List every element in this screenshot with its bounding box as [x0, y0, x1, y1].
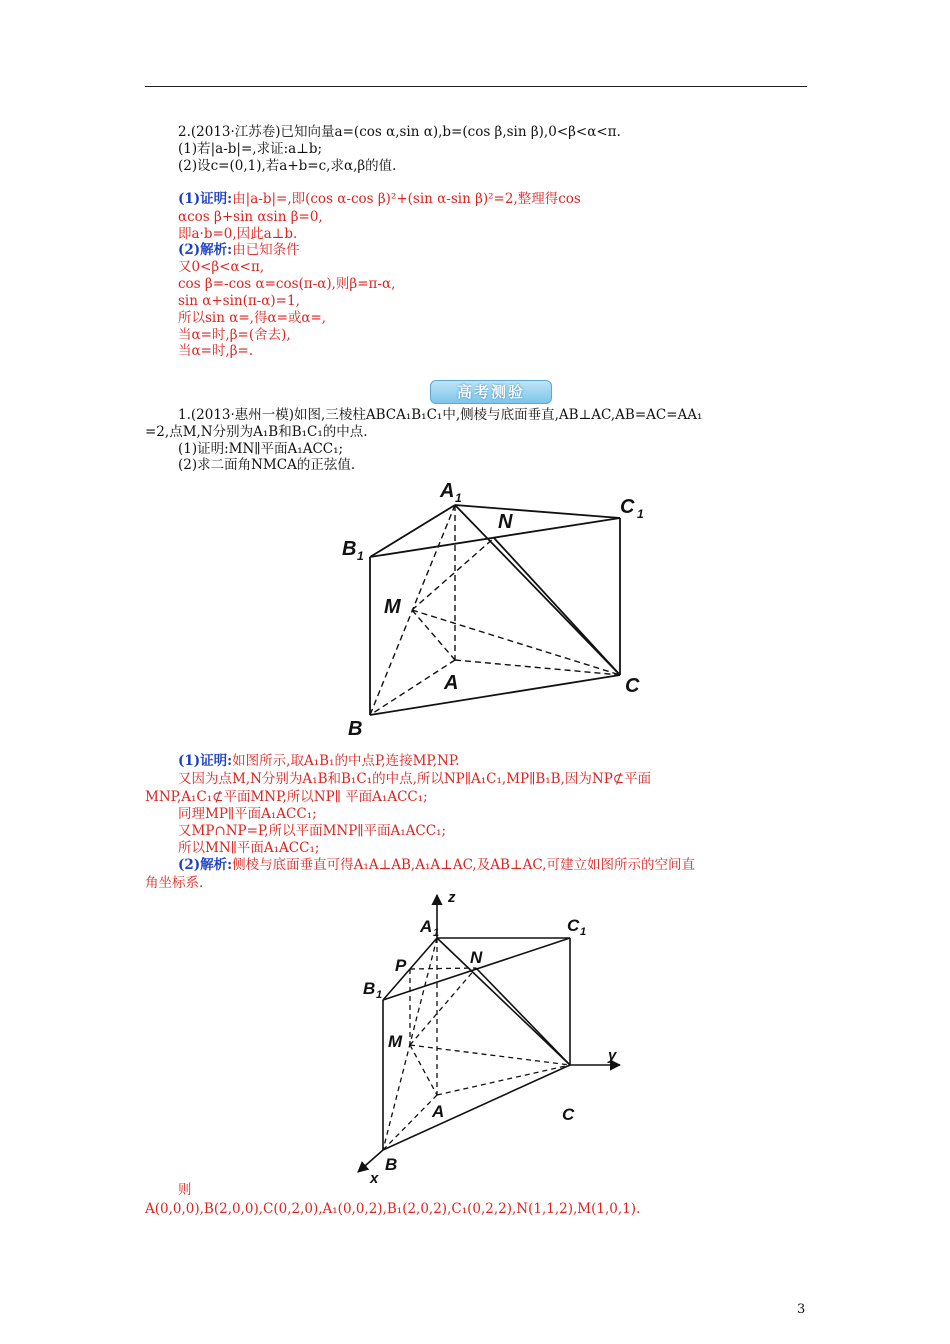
coords-line2: A(0,0,0),B(2,0,0),C(0,2,0),A₁(0,0,2),B₁(2,0,2),C₁(0,2,2),N(1,1,2),M(1,0,1). [145, 1201, 641, 1217]
sol1-line1: (1)证明:如图所示,取A₁B₁的中点P,连接MP,NP. [178, 753, 460, 769]
sol1-line4: 同理MP∥平面A₁ACC₁; [178, 806, 317, 822]
sol1-line2: 又因为点M,N分别为A₁B和B₁C₁的中点,所以NP∥A₁C₁,MP∥B₁B,因为NP⊄平面 [178, 771, 652, 787]
sol2-line7: sin α+sin(π-α)=1, [178, 293, 300, 309]
label-N: N [498, 511, 513, 533]
proof-label-2: (1)证明: [178, 753, 233, 769]
sol2-line8: 所以sin α=,得α=或α=, [178, 310, 327, 326]
sol1-line3: MNP,A₁C₁⊄平面MNP,所以NP∥ 平面A₁ACC₁; [145, 789, 428, 805]
sol1-line7: (2)解析:侧棱与底面垂直可得A₁A⊥AB,A₁A⊥AC,及AB⊥AC,可建立如图所示的空间直 [178, 857, 695, 873]
sol2-line1: (1)证明:由|a-b|=,即(cos α-cos β)²+(sin α-sin β)²=2,整理得cos [178, 191, 581, 207]
prism-figure [330, 470, 660, 745]
label2-A1: A [420, 917, 433, 936]
label2-C1: C [567, 916, 580, 935]
analysis-label: (2)解析: [178, 242, 233, 258]
problem2-line1: 2.(2013·江苏卷)已知向量a=(cos α,sin α),b=(cos β,sin β),0<β<α<π. [178, 124, 621, 140]
label2-C: C [562, 1105, 575, 1124]
coordinate-figure [345, 885, 635, 1185]
label2-B1: B [363, 979, 376, 998]
problem2-line3: (2)设c=(0,1),若a+b=c,求α,β的值. [178, 158, 397, 174]
sol1-line8: 角坐标系. [145, 875, 204, 891]
section-banner: 高考测验 [430, 380, 552, 404]
svg-text:1: 1 [376, 989, 383, 1001]
label-M: M [384, 596, 401, 618]
sol2-line9: 当α=时,β=(舍去), [178, 327, 291, 343]
sol2-line5: 又0<β<α<π, [178, 259, 265, 275]
label-A: A [444, 672, 459, 694]
label-C1: C [620, 496, 635, 518]
problem1-line3: (1)证明:MN∥平面A₁ACC₁; [178, 441, 344, 457]
coords-line1: 则 [178, 1182, 192, 1198]
label2-M: M [388, 1032, 403, 1051]
sol1-line6: 所以MN∥平面A₁ACC₁; [178, 840, 320, 856]
header-rule [145, 86, 807, 87]
svg-text:1: 1 [357, 549, 364, 563]
label2-B: B [385, 1155, 398, 1174]
sol2-line10: 当α=时,β=. [178, 343, 254, 359]
axis-z-label: z [448, 889, 456, 906]
svg-text:1: 1 [637, 507, 644, 521]
label-C: C [625, 675, 640, 697]
analysis-label-2: (2)解析: [178, 857, 233, 873]
svg-text:1: 1 [580, 926, 587, 938]
sol2-line4: (2)解析:由已知条件 [178, 242, 300, 258]
axis-x-label: x [370, 1170, 379, 1185]
sol1-line5: 又MP∩NP=P,所以平面MNP∥平面A₁ACC₁; [178, 823, 447, 839]
axis-y-label: y [608, 1047, 617, 1064]
label-B1: B [342, 538, 357, 560]
problem1-line4: (2)求二面角NMCA的正弦值. [178, 457, 356, 473]
svg-text:1: 1 [455, 491, 462, 505]
problem2-line2: (1)若|a-b|=,求证:a⊥b; [178, 141, 323, 157]
label2-A: A [432, 1102, 445, 1121]
problem1-line1: 1.(2013·惠州一模)如图,三棱柱ABCA₁B₁C₁中,侧棱与底面垂直,AB⊥AC,AB=AC=AA₁ [178, 407, 703, 423]
sol2-line2: αcos β+sin αsin β=0, [178, 209, 323, 225]
label-B: B [348, 718, 363, 740]
page-number: 3 [797, 1302, 806, 1317]
svg-text:1: 1 [433, 927, 440, 939]
sol2-line6: cos β=-cos α=cos(π-α),则β=π-α, [178, 276, 396, 292]
label2-P: P [395, 956, 407, 975]
proof-label: (1)证明: [178, 191, 233, 207]
label2-N: N [470, 948, 483, 967]
problem1-line2: =2,点M,N分别为A₁B和B₁C₁的中点. [145, 424, 368, 440]
label-A1: A [440, 480, 455, 502]
sol2-line3: 即a·b=0,因此a⊥b. [178, 226, 298, 242]
